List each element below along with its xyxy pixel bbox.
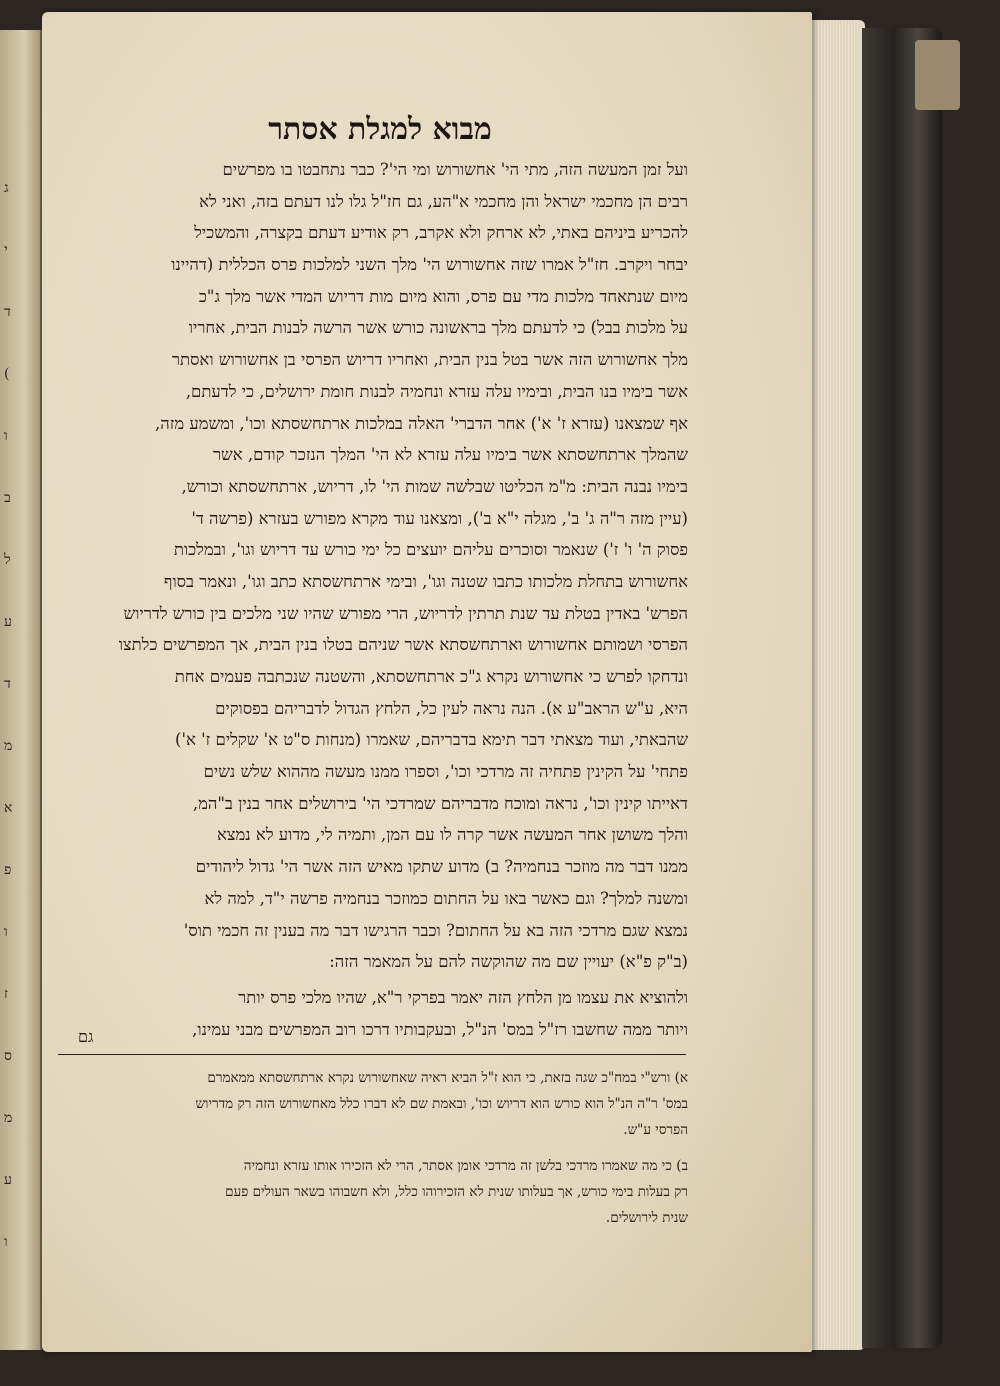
text-line: מלך אחשורוש הזה אשר בטל בנין הבית, ואחריו דריוש הפרסי בן אחשורוש ואסתר bbox=[171, 350, 688, 370]
text-line: רבים הן מחכמי ישראל והן מחכמי א"הע, גם חז"ל גלו לנו דעתם בזה, ואני לא bbox=[199, 191, 688, 211]
facing-page-letter: ע bbox=[4, 1172, 12, 1188]
footnote-line: במס' ר"ה הנ"ל הוא כורש הוא דריוש וכו', ובאמת שם לא דברו כלל מאחשורוש הזה רק מדריוש bbox=[195, 1096, 688, 1112]
text-line: (ב"ק פ"א) יעויין שם מה שהוקשה להם על המאמר הזה: bbox=[329, 952, 688, 972]
footnote-line: ב) כי מה שאמרו מרדכי בלשן זה מרדכי אומן אסתר, הרי לא הזכירו אותו עזרא ונחמיה bbox=[243, 1158, 688, 1174]
text-line: להכריע ביניהם באתי, לא ארחק ולא אקרב, רק אודיע דעתם בקצרה, והמשכיל bbox=[194, 223, 688, 243]
facing-page-letter: ו bbox=[4, 428, 8, 444]
text-line: אשר בימיו בנו הבית, ובימיו עלה עזרא ונחמיה לבנות חומת ירושלים, כי לדעתם, bbox=[185, 381, 688, 401]
facing-page-letter: ד bbox=[4, 676, 11, 692]
facing-page-letter: מ bbox=[4, 1110, 13, 1126]
footnotes bbox=[78, 1065, 688, 1231]
text-line: ולהוציא את עצמו מן הלחץ הזה יאמר בפרקי ר"א, שהיו מלכי פרס יותר bbox=[238, 987, 688, 1007]
text-line: מיום שנתאחד מלכות מדי עם פרס, והוא מיום מות דריוש המדי אשר מלך ג"כ bbox=[198, 286, 688, 306]
facing-page-letter: ב bbox=[4, 490, 11, 506]
footnote-line: רק בעלות בימי כורש, אך בעלותו שנית לא הזכירוהו כלל, ולא חשבוהו בשאר העולים פעם bbox=[225, 1184, 688, 1200]
footnote-line: א) ורש"י במח"כ שגה בזאת, כי הוא ז"ל הביא ראיה שאחשורוש נקרא ארתחשסתא ממאמרם bbox=[207, 1070, 688, 1086]
catchword: גם bbox=[78, 1027, 94, 1046]
facing-page-letter: מ bbox=[4, 738, 13, 754]
text-line: אחשורוש בתחלת מלכותו כתבו שטנה וגו', ובימי ארתחשסתא כתב וגו', ונאמר בסוף bbox=[163, 571, 688, 591]
facing-page-edge bbox=[0, 30, 42, 1350]
text-line: פסוק ה' ו' ז') שנאמר וסוכרים עליהם יועצים כל ימי כורש עד דריוש וגו', ובמלכות bbox=[173, 540, 688, 560]
facing-page-letter: פ bbox=[4, 862, 12, 878]
facing-page-letter: א bbox=[4, 800, 13, 816]
text-line: נמצא שגם מרדכי הזה בא על החתום? וכבר הרגישו דבר מה בענין זה חכמי תוס' bbox=[183, 920, 688, 940]
text-line: והלך משושן אחר המעשה אשר קרה לו עם המן, ותמיה לי, מדוע לא נמצא bbox=[216, 825, 688, 845]
facing-page-letter: ז bbox=[4, 986, 8, 1002]
page-title: מבוא למגלת אסתר bbox=[268, 112, 492, 147]
main-text bbox=[78, 154, 688, 1045]
text-line: בימיו נבנה הבית: מ"מ הכליטו שבלשה שמות הי' לו, דריוש, ארתחשסתא וכורש, bbox=[181, 476, 688, 496]
page-edges bbox=[805, 20, 865, 1350]
text-line: שהמלך ארתחשסתא אשר בימיו עלה עזרא לא הי' המלך הנזכר קודם, אשר bbox=[212, 445, 688, 465]
text-line: דאייתו קינין וכו', נראה ומוכח מדבריהם שמרדכי הי' בירושלים אחר בנין ב"המ, bbox=[192, 793, 688, 813]
text-line: אף שמצאנו (עזרא ז' א') אחר הדברי' האלה במלכות ארתחשסתא וכו', ומשמע מזה, bbox=[155, 413, 688, 433]
facing-page-letter: ל bbox=[4, 552, 11, 568]
book-spine bbox=[862, 28, 942, 1348]
facing-page-letter: ע bbox=[4, 614, 12, 630]
text-line: (עיין מזה ר"ה ג' ב', מגלה י"א ב'), ומצאנו עוד מקרא מפורש בעזרא (פרשה ד' bbox=[191, 508, 688, 528]
facing-page-letter: ג bbox=[4, 180, 9, 196]
footnote-line: הפרסי ע"ש. bbox=[623, 1122, 688, 1138]
text-line: הפרסי ושמותם אחשורוש וארתחשסתא אשר שניהם בטלו בנין הבית, אך המפרשים כלתצו bbox=[118, 635, 688, 655]
facing-page-letter: ד bbox=[4, 304, 11, 320]
facing-page-letter: ו bbox=[4, 924, 8, 940]
text-line: יבחר ויקרב. חז"ל אמרו שזה אחשורוש הי' מלך השני למלכות פרס הכללית (דהיינו bbox=[171, 255, 688, 275]
text-line: ומשנה למלך? וגם כאשר באו על החתום כמוזכר בנחמיה פרשה י"ד, למה לא bbox=[204, 888, 688, 908]
facing-page-letter: ( bbox=[4, 366, 10, 382]
facing-page-letter: י bbox=[4, 242, 8, 258]
text-line: ונדחקו לפרש כי אחשורוש נקרא ג"כ ארתחשסתא, והשטנה שנכתבה פעמים אחת bbox=[174, 667, 688, 686]
text-line: שהבאתי, ועוד מצאתי דבר תימא בדבריהם, שאמרו (מנחות ס"ט א' שקלים ז' א') bbox=[175, 730, 688, 750]
text-line: הפרש' באדין בטלת עד שנת תרתין לדריוש, הרי מפורש שהיו שני מלכים בין כורש לדריוש bbox=[123, 603, 688, 623]
facing-page-letter: ו bbox=[4, 1234, 8, 1250]
footnote-line: שנית לירושלים. bbox=[605, 1210, 688, 1226]
text-line: ויותר ממה שחשבו רז"ל במס' הנ"ל, ובעקבותיו דרכו רוב המפרשים מבני עמינו, bbox=[192, 1019, 688, 1039]
text-line: ועל זמן המעשה הזה, מתי הי' אחשורוש ומי הי'? כבר נתחבטו בו מפרשים bbox=[222, 160, 688, 179]
facing-page-letter: ס bbox=[4, 1048, 12, 1064]
text-line: ממנו דבר מה מוזכר בנחמיה? ב) מדוע שתקו מאיש הזה אשר הי' גדול ליהודים bbox=[195, 857, 688, 877]
footnote-divider bbox=[58, 1054, 686, 1055]
spine-wear-patch bbox=[915, 40, 960, 110]
text-line: היא, ע"ש הראב"ע א). הנה נראה לעין כל, הלחץ הגדול לדבריהם בפסוקים bbox=[215, 698, 688, 718]
text-line: על מלכות בבל) כי לדעתם מלך בראשונה כורש אשר הרשה לבנות הבית, אחריו bbox=[188, 318, 688, 338]
text-line: פתחי' על הקינין פתחיה זה מרדכי וכו', וספרו ממנו מעשה מההוא שלש נשים bbox=[203, 762, 688, 782]
